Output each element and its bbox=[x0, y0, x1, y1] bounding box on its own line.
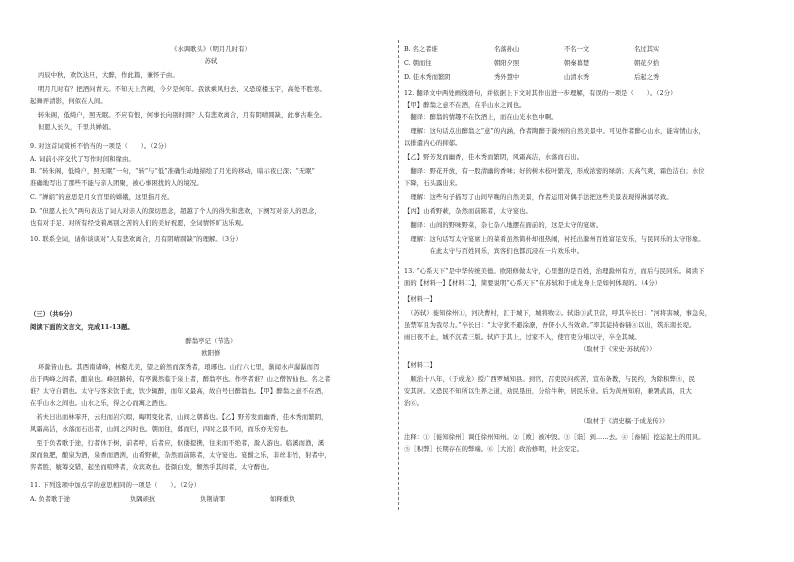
essay-line: 出于两峰之间者，酿泉也。峰回路转，有亭翼然临于泉上者，醉翁亭也。作亭者谁？山之僧智仙也。名之者 bbox=[30, 376, 331, 383]
poem-line: 但愿人长久，千里共婵娟。 bbox=[38, 124, 115, 131]
q9-option-c: C. “婵娟”的意思是月女宫里的嫦娥，这里指月亮。 bbox=[30, 194, 174, 201]
q11-option-b-2: 不名一文 bbox=[564, 46, 590, 53]
q12-line: 【甲】醉翁之意不在酒，在乎山水之间也。 bbox=[404, 102, 526, 109]
q11-option-a-3: 如释重负 bbox=[270, 496, 296, 503]
essay-line: 在乎山水之间也。山水之乐，得之心而寓之酒也。 bbox=[30, 400, 171, 407]
essay-title: 醉翁亭记（节选） bbox=[185, 338, 237, 345]
q11-option-c-3: 朝花夕拾 bbox=[634, 60, 660, 67]
q12-line: 以排遣内心的抑郁。 bbox=[404, 140, 462, 147]
q11-option-b-3: 名过其实 bbox=[634, 46, 660, 53]
essay-line: 谁？太守自谓也。太守与客来饮于此，饮少辄醉，而年又最高，故自号曰醉翁也。【甲】醉翁之意不在酒， bbox=[30, 388, 328, 395]
essay-line: 若夫日出而林霏开，云归而岩穴暝，晦明变化者，山间之朝暮也。【乙】野芳发而幽香，佳木秀而繁阴， bbox=[30, 414, 328, 421]
q11-option-d-target: D. 佳木秀而繁阴 bbox=[404, 74, 451, 81]
poem-line: 丙辰中秋，欢饮达旦，大醉，作此篇，兼怀子由。 bbox=[38, 72, 179, 79]
material-2-line: 治⑥。 bbox=[404, 400, 424, 407]
material-1-source: （取材于《宋史·苏轼传》） bbox=[404, 346, 656, 353]
q11-option-a-target: A. 负者歌于途 bbox=[30, 496, 71, 503]
question-13-stem: 13. “心系天下”是中华传统美德。欧阳修做太守，心里想的是百姓，治理滁州有方，而后与民同乐。阅读下 bbox=[404, 268, 705, 275]
q11-option-a-2: 负荆请罪 bbox=[200, 496, 226, 503]
q12-line: 理解：这些句子描写了山间早晚的自然美景，作者运用对偶手法把这些美景表现得淋漓尽致。 bbox=[404, 194, 673, 201]
q11-option-b-target: B. 名之者谁 bbox=[404, 46, 438, 53]
q9-option-d: D. “但愿人长久”两句表达了词人对亲人的深切思念，超越了个人的得失和悲欢，下阕写对亲人的思念， bbox=[30, 208, 321, 215]
essay-line: 至于负者歌于途，行者休于树，前者呼，后者应，伛偻提携，往来而不绝者，滁人游也。临溪而渔，溪 bbox=[30, 440, 325, 447]
essay-line: 风霜高洁，水落而石出者，山间之四时也。朝而往，暮而归，四时之景不同，而乐亦无穷也。 bbox=[30, 426, 293, 433]
material-1-heading: 【材料一】 bbox=[404, 296, 436, 303]
column-divider bbox=[398, 40, 399, 510]
q11-option-c-target: C. 朝而往 bbox=[404, 60, 432, 67]
question-11-stem: 11. 下列选项中加点字的意思相同的一项是（ ）。（2分） bbox=[30, 482, 201, 489]
q12-line: 在此太守与百姓同乐，宾客们也都沉浸在一片欢乐中。 bbox=[404, 248, 584, 255]
q12-line: 理解：这句话写太守宴席上的菜肴虽然简朴却很热闹，衬托出滁州百姓富足安乐，与民同乐的太守形象。 bbox=[404, 236, 705, 243]
q9-option-b-cont: 准确地写出了那些不能与亲人团聚，被心事困扰的人的境况。 bbox=[30, 180, 203, 187]
essay-line: 环滁皆山也。其西南诸峰，林壑尤美，望之蔚然而深秀者，琅琊也。山行六七里，渐闻水声潺潺而泻 bbox=[38, 364, 320, 371]
section-3-heading: （三）（共6分） bbox=[30, 311, 77, 318]
annotation-line: 注释：①［徙知徐州］调任徐州知州。②［败］被冲毁。③［诣］到……去。④［畚锸］挖运泥土的用具。 bbox=[404, 434, 705, 441]
material-1-line: 雨日夜不止，城不沉者三版。轼庐于其上，过家不入，使官吏分堵以守，卒全其城。 bbox=[404, 334, 641, 341]
question-9-stem: 9. 对这首词赏析不恰当的一项是（ ）。（2分） bbox=[30, 143, 171, 150]
poem-line: 起舞弄清影，何似在人间。 bbox=[30, 98, 107, 105]
material-2-heading: 【材料二】 bbox=[404, 362, 436, 369]
question-10: 10. 联系全词，请你谈谈对“人有悲欢离合，月有阴晴圆缺”的理解。（3分） bbox=[30, 236, 242, 243]
material-2-source: （取材于《清史稿·于成龙传》） bbox=[404, 418, 669, 425]
q9-option-b: B. “转朱阁，低绮户，照无眠”一句，“转”与“低”准确生动地描绘了月光的移动，暗示夜已深；“无眠” bbox=[30, 168, 315, 175]
essay-author: 欧阳修 bbox=[201, 350, 221, 357]
material-2-line: 顺治十八年，（于成龙）授广西罗城知县。到官，召吏民问疾苦，宣布条教，与民约，为除积弊⑤，民 bbox=[404, 376, 696, 383]
poem-title: 《水调歌头》（明月几时有） bbox=[170, 46, 251, 53]
q11-option-d-2: 山清水秀 bbox=[564, 74, 590, 81]
q11-option-d-3: 后起之秀 bbox=[634, 74, 660, 81]
poem-author: 苏轼 bbox=[204, 58, 218, 65]
q12-line: 翻译：山间的野味野菜，杂七杂八地摆在面前的，这是太守的宴席。 bbox=[404, 222, 603, 229]
q11-option-c-2: 朝秦暮楚 bbox=[564, 60, 590, 67]
q11-option-d-1: 秀外慧中 bbox=[494, 74, 520, 81]
material-1-line: （苏轼）徙知徐州①，河决曹村，汇于城下，城将败②。轼诣③武卫营，呼其卒长曰：“河将害城，事急矣， bbox=[404, 310, 712, 317]
q12-line: 下降，石头露出来。 bbox=[404, 180, 462, 187]
material-1-line: 虽禁军且为我尽力。”卒长曰：“太守犹不避涂潦，吾侪小人当效命。”率其徒持畚锸④以出，筑东南长堤。 bbox=[404, 322, 696, 329]
q12-line: 理解：这句话点出醉翁之“意”的内涵，作者陶醉于滁州的自然美景中。可见作者醉心山水，能寄情山水， bbox=[404, 128, 705, 135]
q12-line: 【丙】山肴野蔌，杂然而前陈者，太守宴也。 bbox=[404, 208, 532, 215]
annotation-line: ⑤［积弊］长期存在的弊端。⑥［大治］政治修明，社会安定。 bbox=[404, 446, 584, 453]
q12-line: 【乙】野芳发而幽香，佳木秀而繁阴，风霜高洁，水落而石出。 bbox=[404, 154, 584, 161]
q12-line: 翻译：醉翁的情趣不在饮酒上，而在山光水色中啊。 bbox=[404, 114, 558, 121]
q9-option-d-cont: 也有对手足、对所有经受着离别之苦的人们的美好祝愿，全词情怀旷达乐观。 bbox=[30, 220, 248, 227]
section-3-intro: 阅读下面的文言文，完成11-13题。 bbox=[30, 324, 134, 331]
essay-line: 弈者胜，觥筹交错，起坐而喧哗者，众宾欢也。苍颜白发，颓然乎其间者，太守醉也。 bbox=[30, 464, 274, 471]
material-2-line: 安其居。又恐民不知所以生养之道，劝民垦田，分给牛种，居民乐业。后为黄州知府，兼署武昌，且大 bbox=[404, 388, 692, 395]
q11-option-b-1: 名落孙山 bbox=[494, 46, 520, 53]
question-13-stem-cont: 面的【材料一】【材料二】，简要说明“心系天下”在苏轼和于成龙身上是如何体现的。（4分） bbox=[404, 280, 662, 287]
poem-line: 转朱阁，低绮户，照无眠。不应有恨，何事长向别时圆？人有悲欢离合，月有阴晴圆缺，此事古难全。 bbox=[38, 112, 326, 119]
q9-option-a: A. 词前小序交代了写作时间和缘由。 bbox=[30, 156, 135, 163]
essay-line: 深而鱼肥，酿泉为酒，泉香而酒洌，山肴野蔌，杂然而前陈者，太守宴也。宴酣之乐，非丝非竹，射者中， bbox=[30, 452, 331, 459]
q11-option-c-1: 朝阳夕照 bbox=[494, 60, 520, 67]
question-12-stem: 12. 翻译文中两处画线语句，并依据上下文对其作出进一步理解，有误的一项是（ ）。（2分） bbox=[404, 90, 677, 97]
q11-option-a-1: 负隅顽抗 bbox=[130, 496, 156, 503]
poem-line: 明月几时有？把酒问青天。不知天上宫阙，今夕是何年。我欲乘风归去，又恐琼楼玉宇，高处不胜寒。 bbox=[38, 86, 326, 93]
q12-line: 翻译：野花开放，有一股清幽的香味；好的树木枝叶繁茂，形成浓密的绿荫；天高气爽，霜色洁白；水位 bbox=[404, 168, 705, 175]
